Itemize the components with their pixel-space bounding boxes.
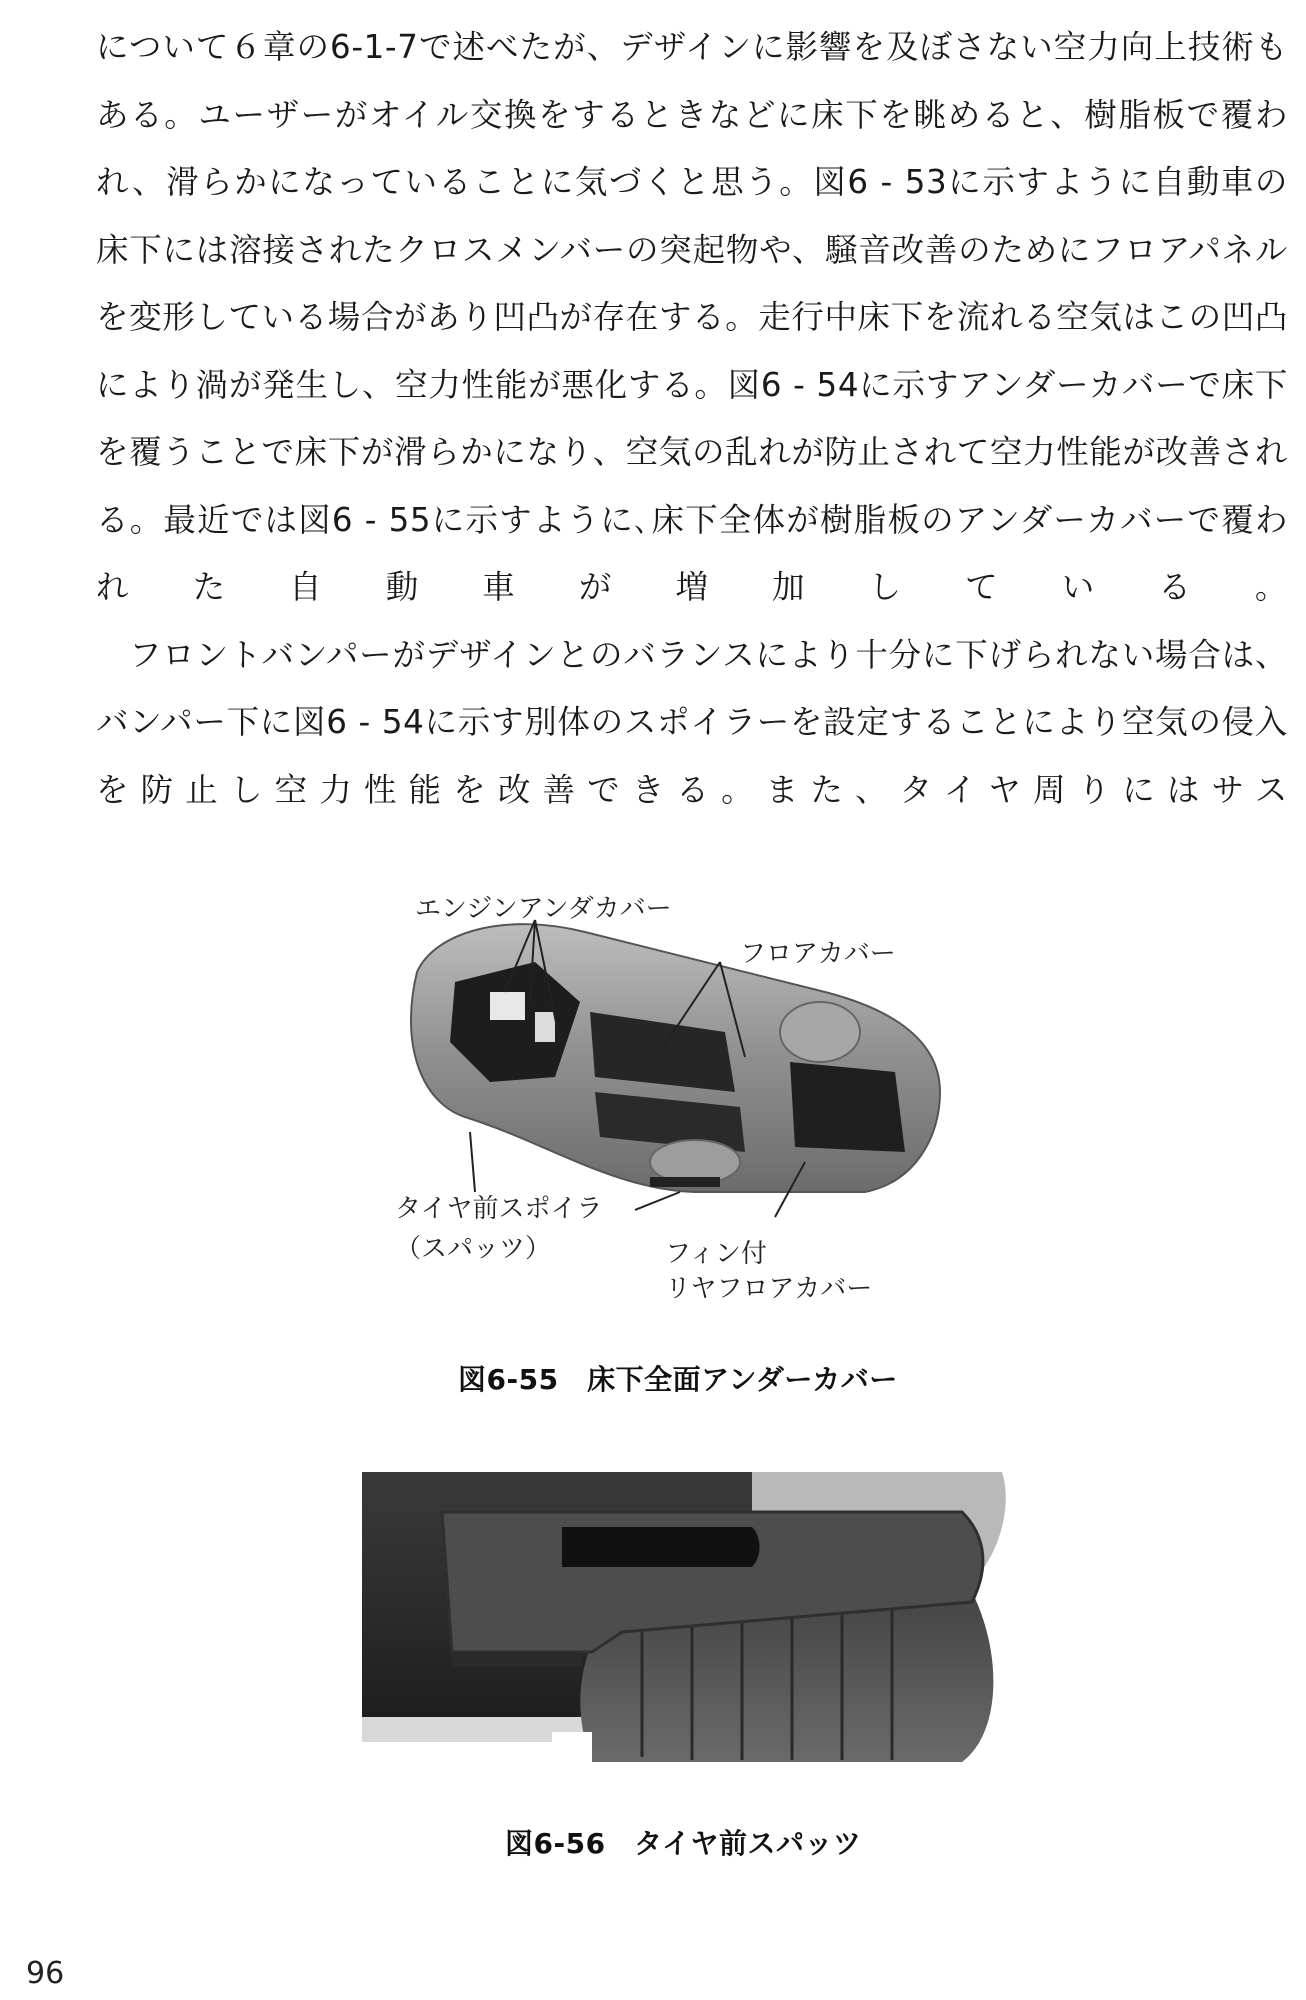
body-text xyxy=(96,14,1288,824)
paragraph: について６章の6-1-7で述べたが、デザインに影響を及ぼさない空力向上技術もある。ユーザーがオイル交換をするときなどに床下を眺めると、樹脂板で覆われ、滑らかになっていることに気づくと思う。図6 - 53に示すように自動車の床下には溶接されたクロスメンバーの突起物や、騒音改善のためにフロアパネルを変形している場合があり凹凸が存在する。走行中床下を流れる空気はこの凹凸により渦が発生し、空力性能が悪化する。図6 - 54に示すアンダーカバーで床下を覆うことで床下が滑らかになり、空気の乱れが防止されて空力性能が改善される。最近では図6 - 55に示すように､床下全体が樹脂板のアンダーカバーで覆われた自動車が増加している。 xyxy=(96,28,1288,606)
figure-underbody-cover xyxy=(395,892,955,1304)
tire-spats-photo xyxy=(362,1472,1022,1772)
page-number: 96 xyxy=(26,1956,65,1991)
callout-spats: （スパッツ） xyxy=(395,1234,552,1264)
callout-tire-spoiler: タイヤ前スポイラ xyxy=(395,1194,603,1224)
callout-finned: フィン付 xyxy=(665,1239,767,1269)
callout-floor-cover: フロアカバー xyxy=(740,939,896,969)
callout-rear-floor-cover: リヤフロアカバー xyxy=(665,1274,873,1304)
figure-caption: 図6-55 床下全面アンダーカバー xyxy=(458,1363,898,1396)
figure-caption: 図6-56 タイヤ前スパッツ xyxy=(505,1827,862,1860)
paragraph: フロントバンパーがデザインとのバランスにより十分に下げられない場合は、バンパー下に図6 - 54に示す別体のスポイラーを設定することにより空気の侵入を防止し空力性能を改善できる。また、タイヤ周りにはサス xyxy=(96,635,1288,809)
figure-tire-spats xyxy=(362,1472,1022,1772)
callout-engine-under-cover: エンジンアンダカバー xyxy=(415,894,672,924)
